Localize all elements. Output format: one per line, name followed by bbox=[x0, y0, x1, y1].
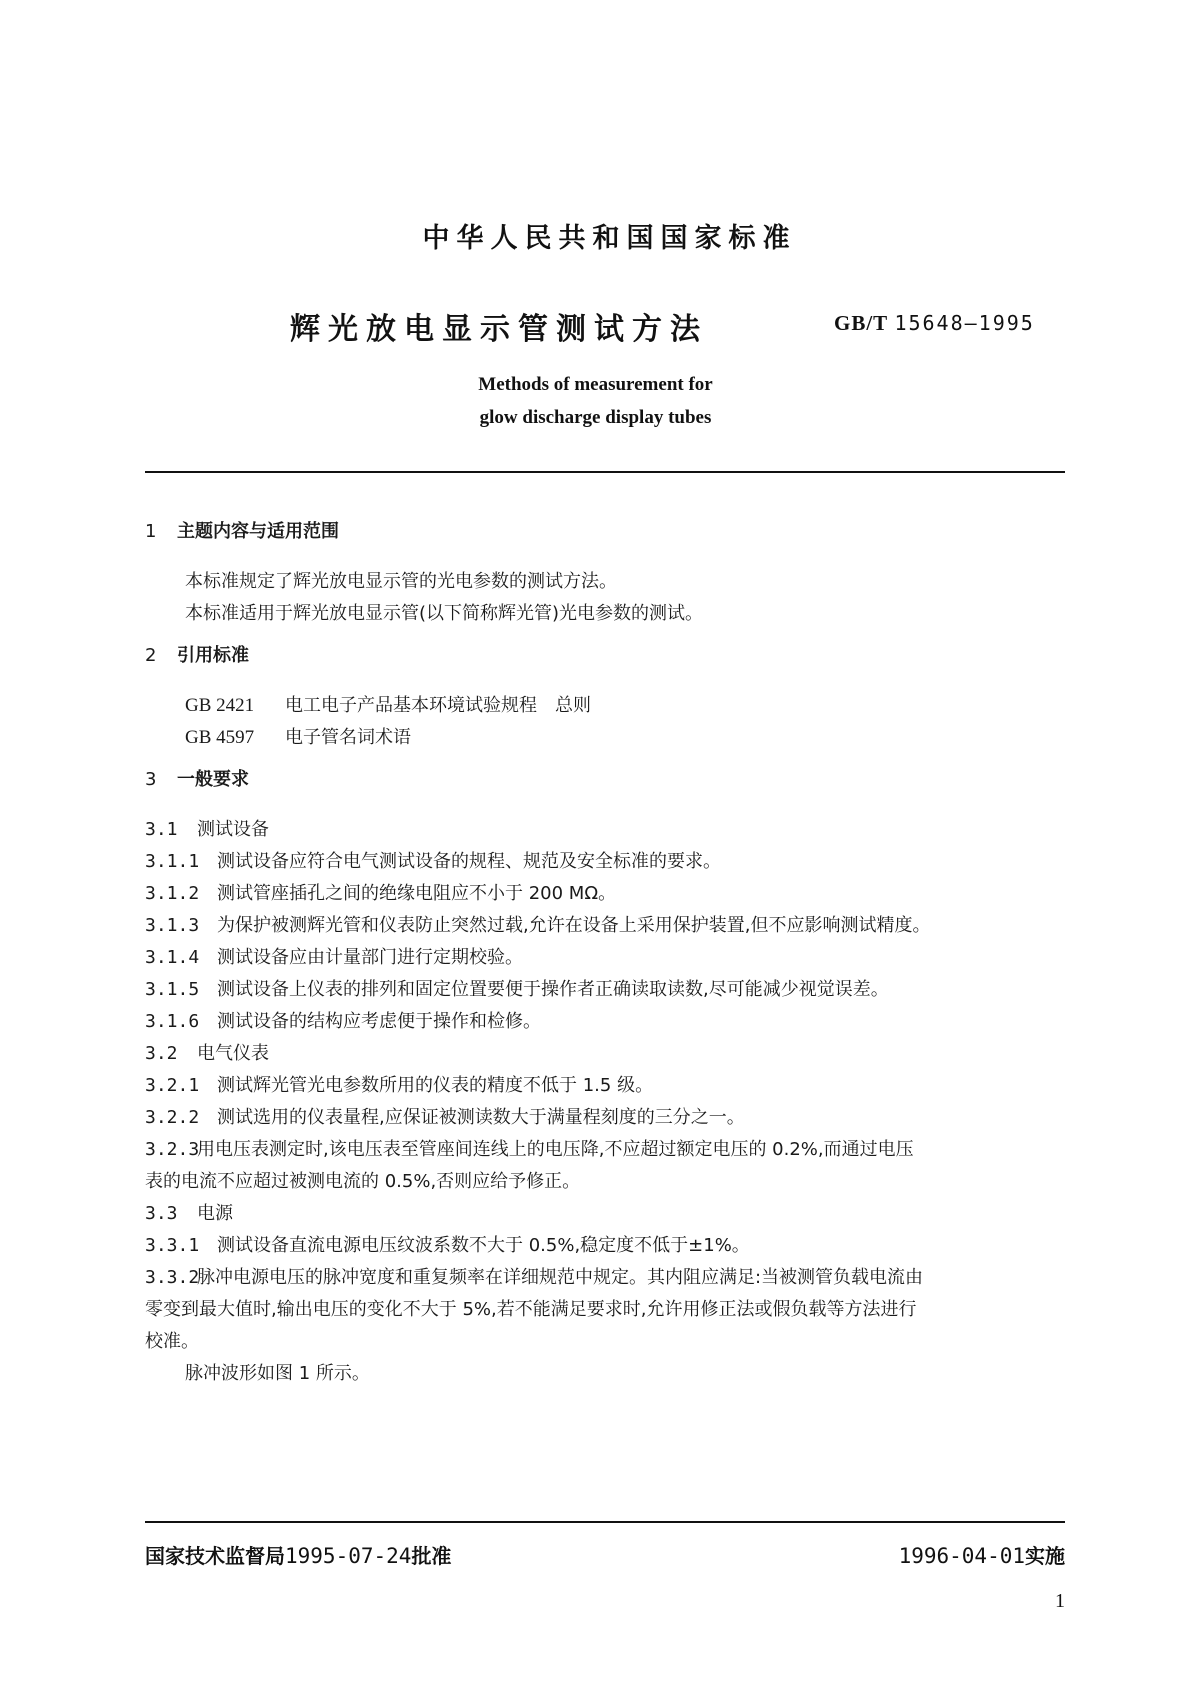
national-standard-title: 中华人民共和国国家标准 bbox=[422, 223, 797, 254]
clause-text: 为保护被测辉光管和仪表防止突然过载,允许在设备上采用保护装置,但不应影响测试精度。 bbox=[217, 915, 931, 936]
effective-label: 实施 bbox=[1025, 1544, 1065, 1568]
clause-text: 测试设备 bbox=[197, 819, 269, 840]
reference-title: 电工电子产品基本环境试验规程 总则 bbox=[285, 695, 591, 716]
page-number: 1 bbox=[1055, 1590, 1065, 1612]
paragraph: 本标准规定了辉光放电显示管的光电参数的测试方法。 bbox=[185, 571, 617, 592]
reference-code: GB 2421 bbox=[185, 695, 255, 716]
standard-code: 15648—1995 bbox=[894, 311, 1035, 335]
clause-number: 3.1.6 bbox=[145, 1011, 200, 1032]
clause-number: 3.3.1 bbox=[145, 1235, 200, 1256]
clause-number: 3.1.5 bbox=[145, 979, 200, 1000]
footer-divider bbox=[145, 1521, 1065, 1523]
clause-text: 测试辉光管光电参数所用的仪表的精度不低于 1.5 级。 bbox=[217, 1075, 654, 1096]
paragraph: 本标准适用于辉光放电显示管(以下简称辉光管)光电参数的测试。 bbox=[185, 603, 704, 624]
section-title: 引用标准 bbox=[177, 645, 249, 666]
clause-number: 3.2.3 bbox=[145, 1139, 200, 1160]
title-en-line2: glow discharge display tubes bbox=[479, 407, 712, 428]
clause-text: 测试设备的结构应考虑便于操作和检修。 bbox=[217, 1011, 541, 1032]
title-en-line1: Methods of measurement for bbox=[478, 374, 713, 395]
clause bbox=[145, 846, 1065, 878]
clause-number: 3.1.4 bbox=[145, 947, 200, 968]
section-number: 1 bbox=[145, 521, 157, 542]
clause-number: 3.1.2 bbox=[145, 883, 200, 904]
clause bbox=[145, 1102, 1065, 1134]
section-2-heading bbox=[145, 644, 1065, 668]
clause-continuation: 零变到最大值时,输出电压的变化不大于 5%,若不能满足要求时,允许用修正法或假负载等方法进行 bbox=[145, 1299, 917, 1320]
issuer: 国家技术监督局 bbox=[145, 1544, 285, 1568]
section-title: 一般要求 bbox=[177, 769, 249, 790]
clause bbox=[145, 1134, 1065, 1166]
clause-text: 电气仪表 bbox=[197, 1043, 269, 1064]
document-title-en bbox=[0, 368, 1191, 434]
effective-line bbox=[899, 1540, 1065, 1569]
clause-continuation: 表的电流不应超过被测电流的 0.5%,否则应给予修正。 bbox=[145, 1171, 581, 1192]
approval-label: 批准 bbox=[411, 1544, 452, 1568]
header-divider bbox=[145, 471, 1065, 473]
clause bbox=[145, 1262, 1065, 1294]
reference-item bbox=[145, 690, 1065, 722]
clause-text: 测试设备直流电源电压纹波系数不大于 0.5%,稳定度不低于±1%。 bbox=[217, 1235, 750, 1256]
document-body bbox=[145, 520, 1065, 1390]
section-title: 主题内容与适用范围 bbox=[177, 521, 339, 542]
clause-text: 测试选用的仪表量程,应保证被测读数大于满量程刻度的三分之一。 bbox=[217, 1107, 745, 1128]
clause-text: 用电压表测定时,该电压表至管座间连线上的电压降,不应超过额定电压的 0.2%,而通过电压 bbox=[197, 1139, 914, 1160]
clause-text: 测试管座插孔之间的绝缘电阻应不小于 200 MΩ。 bbox=[217, 883, 617, 904]
approval-date: 1995-07-24 bbox=[285, 1544, 412, 1568]
clause-continuation: 校准。 bbox=[145, 1331, 199, 1352]
reference-title: 电子管名词术语 bbox=[285, 727, 411, 748]
clause-text: 脉冲电源电压的脉冲宽度和重复频率在详细规范中规定。其内阻应满足:当被测管负载电流由 bbox=[197, 1267, 924, 1288]
clause bbox=[145, 942, 1065, 974]
document-title-cn: 辉光放电显示管测试方法 bbox=[290, 312, 708, 347]
clause-text: 电源 bbox=[197, 1203, 233, 1224]
clause bbox=[145, 1198, 1065, 1230]
reference-item bbox=[145, 722, 1065, 754]
clause-number: 3.2 bbox=[145, 1043, 178, 1064]
reference-code: GB 4597 bbox=[185, 727, 255, 748]
standard-prefix: GB/T bbox=[834, 311, 889, 335]
clause-text: 测试设备上仪表的排列和固定位置要便于操作者正确读取读数,尽可能减少视觉误差。 bbox=[217, 979, 889, 1000]
clause-number: 3.1.3 bbox=[145, 915, 200, 936]
clause-number: 3.2.1 bbox=[145, 1075, 200, 1096]
clause-number: 3.2.2 bbox=[145, 1107, 200, 1128]
section-1-heading bbox=[145, 520, 1065, 544]
standard-number bbox=[834, 311, 1035, 336]
clause bbox=[145, 814, 1065, 846]
paragraph: 脉冲波形如图 1 所示。 bbox=[185, 1363, 370, 1384]
clause bbox=[145, 1038, 1065, 1070]
clause-number: 3.1 bbox=[145, 819, 178, 840]
section-3-heading bbox=[145, 768, 1065, 792]
clause bbox=[145, 910, 1065, 942]
clause-text: 测试设备应由计量部门进行定期校验。 bbox=[217, 947, 523, 968]
clause-number: 3.3 bbox=[145, 1203, 178, 1224]
effective-date: 1996-04-01 bbox=[898, 1544, 1025, 1568]
clause bbox=[145, 1070, 1065, 1102]
clause bbox=[145, 1230, 1065, 1262]
clause-number: 3.3.2 bbox=[145, 1267, 200, 1288]
clause bbox=[145, 1006, 1065, 1038]
approval-line bbox=[145, 1540, 451, 1569]
section-number: 2 bbox=[145, 645, 157, 666]
section-number: 3 bbox=[145, 769, 157, 790]
clause bbox=[145, 974, 1065, 1006]
clause-number: 3.1.1 bbox=[145, 851, 200, 872]
clause bbox=[145, 878, 1065, 910]
clause-text: 测试设备应符合电气测试设备的规程、规范及安全标准的要求。 bbox=[217, 851, 721, 872]
